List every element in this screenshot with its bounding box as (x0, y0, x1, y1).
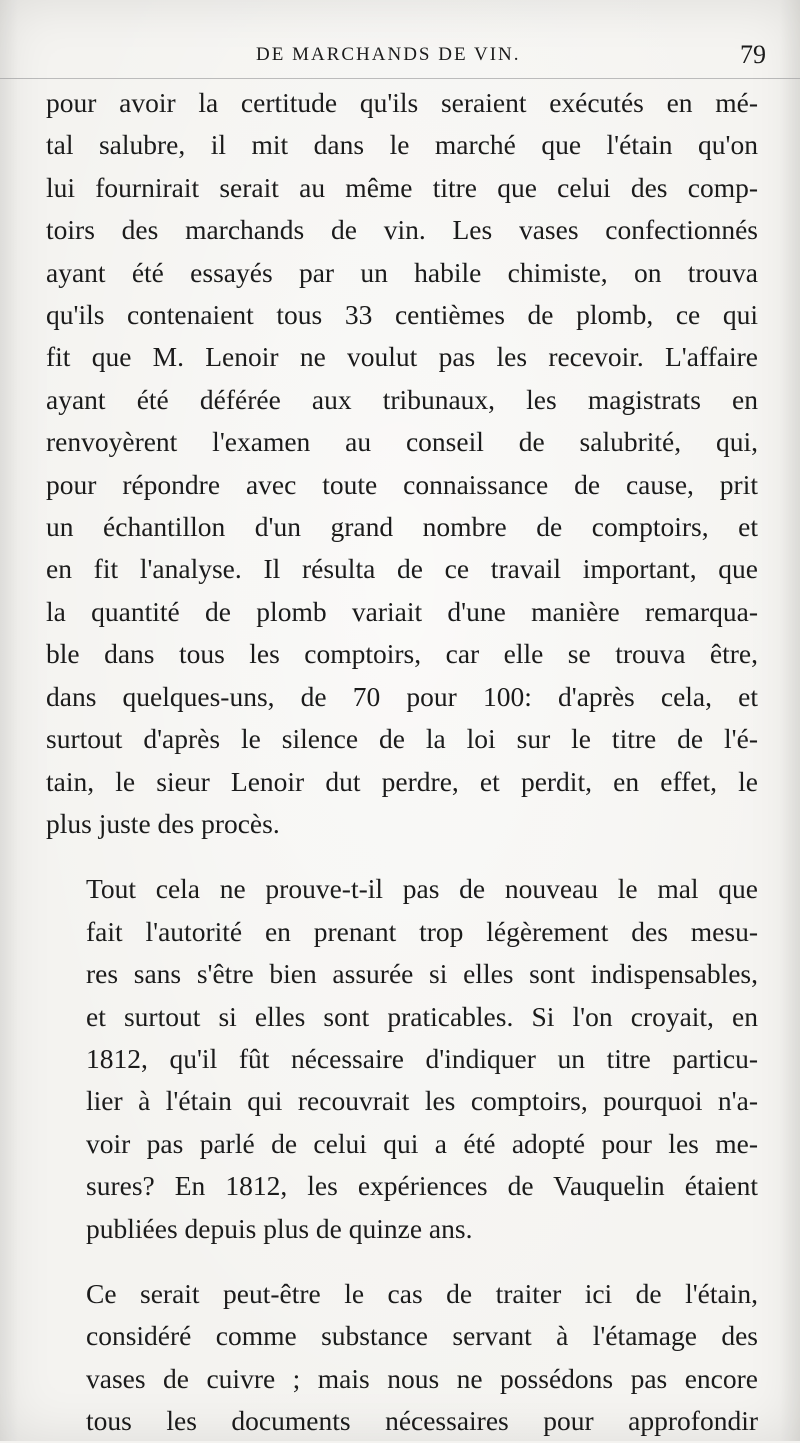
text-line: tain, le sieur Lenoir dut perdre, et perdit, en effet, le (46, 765, 758, 797)
text-line: ble dans tous les comptoirs, car elle se trouva être, (46, 638, 758, 670)
text-line: lier à l'étain qui recouvrait les comptoirs, pourquoi n'a- (86, 1085, 758, 1117)
text-line: renvoyèrent l'examen au conseil de salubrité, qui, (46, 426, 758, 458)
text-line: Tout cela ne prouve-t-il pas de nouveau le mal que (86, 873, 758, 905)
text-line: vases de cuivre ; mais nous ne possédons pas encore (86, 1362, 758, 1394)
text-line: et surtout si elles sont praticables. Si l'on croyait, en (86, 1000, 758, 1032)
text-line: fait l'autorité en prenant trop légèrement des mesu- (86, 915, 758, 947)
text-line: tal salubre, il mit dans le marché que l'étain qu'on (46, 129, 758, 161)
text-line: toirs des marchands de vin. Les vases confectionnés (46, 214, 758, 246)
paragraph-3 (46, 1273, 758, 1443)
text-line: un échantillon d'un grand nombre de comptoirs, et (46, 511, 758, 543)
text-line: dans quelques-uns, de 70 pour 100: d'après cela, et (46, 680, 758, 712)
text-line: sures? En 1812, les expériences de Vauquelin étaient (86, 1170, 758, 1202)
text-line: publiées depuis plus de quinze ans. (86, 1212, 473, 1244)
text-line: pour répondre avec toute connaissance de cause, prit (46, 468, 758, 500)
text-line: res sans s'être bien assurée si elles sont indispensables, (86, 958, 758, 990)
text-line: plus juste des procès. (46, 807, 280, 839)
running-title: DE MARCHANDS DE VIN. (256, 44, 521, 65)
text-line: voir pas parlé de celui qui a été adopté pour les me- (86, 1127, 758, 1159)
text-line: ayant été essayés par un habile chimiste, on trouva (46, 256, 758, 288)
text-line: surtout d'après le silence de la loi sur le titre de l'é- (46, 723, 758, 755)
page-number: 79 (740, 40, 766, 69)
text-line: qu'ils contenaient tous 33 centièmes de plomb, ce qui (46, 299, 758, 331)
running-head (0, 38, 800, 79)
text-line: ayant été déférée aux tribunaux, les magistrats en (46, 383, 758, 415)
text-line: pour avoir la certitude qu'ils seraient exécutés en mé- (46, 87, 758, 118)
text-line: 1812, qu'il fût nécessaire d'indiquer un titre particu- (86, 1042, 758, 1074)
text-line: considéré comme substance servant à l'étamage des (86, 1320, 758, 1352)
text-line: la quantité de plomb variait d'une manière remarqua- (46, 595, 758, 627)
body-text (46, 82, 758, 1443)
text-line: lui fournirait serait au même titre que celui des comp- (46, 171, 758, 203)
paragraph-2 (46, 868, 758, 1250)
text-line: fit que M. Lenoir ne voulut pas les recevoir. L'affaire (46, 341, 758, 373)
text-line: en fit l'analyse. Il résulta de ce travail important, que (46, 553, 758, 585)
text-line: Ce serait peut-être le cas de traiter ici de l'étain, (86, 1277, 758, 1309)
text-line: tous les documents nécessaires pour approfondir (86, 1405, 758, 1437)
paragraph-1 (46, 82, 758, 845)
